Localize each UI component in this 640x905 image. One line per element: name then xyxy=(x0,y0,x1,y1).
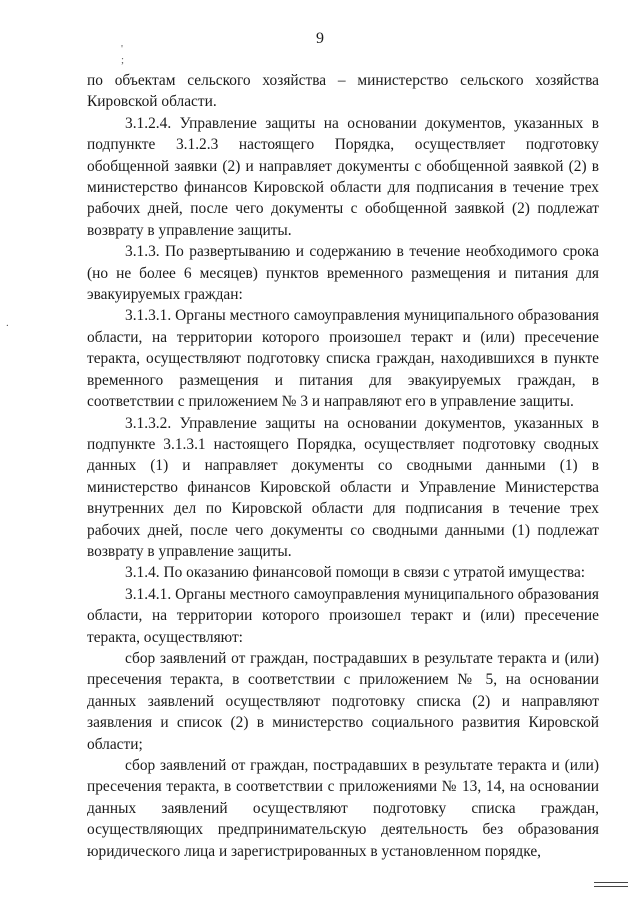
paragraph-3-1-4-1: 3.1.4.1. Органы местного самоуправления муниципального образования области, на территории которого произошел теракт и (или) пресечение теракта, осуществляют: xyxy=(87,585,599,646)
page-number: 9 xyxy=(316,30,324,47)
margin-mark: ' xyxy=(121,43,123,55)
paragraph-continuation: по объектам сельского хозяйства – министерство сельского хозяйства Кировской области. xyxy=(87,72,599,111)
paragraph-3-1-4: 3.1.4. По оказанию финансовой помощи в связи с утратой имущества: xyxy=(125,564,586,582)
margin-mark: . xyxy=(6,317,9,329)
scan-corner-lines xyxy=(594,882,628,890)
paragraph-3-1-3-1: 3.1.3.1. Органы местного самоуправления муниципального образования области, на территории которого произошел теракт и (или) пресечение теракта, осуществляют подготовку списка граждан, находившихся в пункте временного размещения и питания для эвакуируемых граждан, в соответствии с приложением № 3 и направляют его в управление защиты. xyxy=(87,307,599,411)
paragraph-3-1-3-2: 3.1.3.2. Управление защиты на основании документов, указанных в подпункте 3.1.3.1 настоящего Порядка, осуществляет подготовку сводных данных (1) и направляет документы со сводными данными (1) в министерство финансов Кировской области и Управление Министерства внутренних дел по Кировской области для подписания в течение трех рабочих дней, после чего документы со сводными данными (1) подлежат возврату в управление защиты. xyxy=(87,414,599,560)
scan-line xyxy=(594,882,628,883)
paragraph-3-1-3: 3.1.3. По развертыванию и содержанию в течение необходимого срока (но не более 6 месяцев) пунктов временного размещения и питания для эвакуируемых граждан: xyxy=(87,243,599,304)
document-body xyxy=(87,70,599,862)
paragraph-item-application-entrepreneurs: сбор заявлений от граждан, пострадавших в результате теракта и (или) пресечения теракта, в соответствии с приложениями № 13, 14, на основании данных заявлений осуществляют подготовку списка граждан, осуществляющих предпринимательскую деятельность без образования юридического лица и зарегистрированных в установленном порядке, xyxy=(87,757,599,860)
paragraph-item-application-social: сбор заявлений от граждан, пострадавших в результате теракта и (или) пресечения теракта, в соответствии с приложением № 5, на основании данных заявлений осуществляют подготовку списка (2) и направляют заявления и список (2) в министерство социального развития Кировской области; xyxy=(87,649,599,753)
margin-mark: ; xyxy=(121,54,125,66)
paragraph-3-1-2-4: 3.1.2.4. Управление защиты на основании документов, указанных в подпункте 3.1.2.3 настоящего Порядка, осуществляет подготовку обобщенной заявки (2) и направляет документы с обобщенной заявкой (2) в министерство финансов Кировской области для подписания в течение трех рабочих дней, после чего документы с обобщенной заявкой (2) подлежат возврату в управление защиты. xyxy=(87,114,599,239)
scan-line xyxy=(594,886,628,887)
